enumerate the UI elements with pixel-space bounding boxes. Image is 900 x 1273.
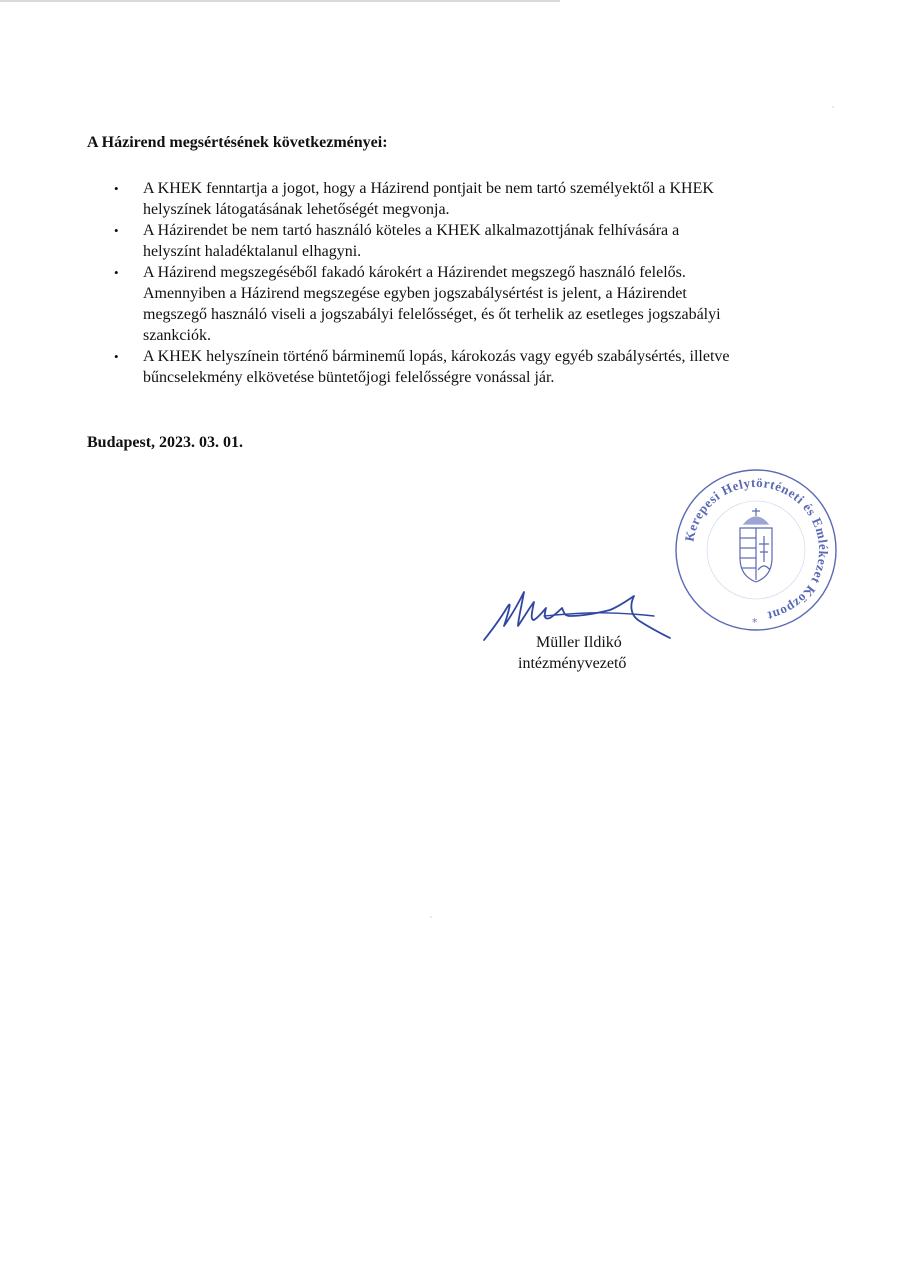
list-item-line: A Házirendet be nem tartó használó köteles a KHEK alkalmazottjának felhívására a: [143, 222, 680, 239]
date-line: Budapest, 2023. 03. 01.: [87, 434, 244, 451]
list-item: [114, 178, 833, 220]
list-item-line: Amennyiben a Házirend megszegése egyben jogszabálysértést is jelent, a Házirendet: [143, 285, 687, 302]
list-item-line: szankciók.: [143, 327, 211, 344]
official-stamp: [672, 466, 840, 634]
list-item: [114, 262, 833, 346]
signer-title: intézményvezető: [518, 655, 627, 672]
list-item-line: megszegő használó viseli a jogszabályi felelősséget, és őt terhelik az esetleges jogszabályi: [143, 306, 721, 323]
list-item-line: A KHEK fenntartja a jogot, hogy a Házirend pontjait be nem tartó személyektől a KHEK: [143, 180, 714, 197]
bullet-icon: •: [114, 223, 119, 238]
stamp-ring-textpath: Kerepesi Helytörténeti és Emlékezet Központ: [681, 474, 832, 624]
coat-of-arms-icon: [740, 508, 772, 582]
consequences-list: [114, 178, 833, 388]
bullet-icon: •: [114, 181, 119, 196]
scan-speck: [430, 916, 432, 918]
signer-name: Müller Ildikó: [536, 634, 622, 651]
bullet-icon: •: [114, 265, 119, 280]
list-item-line: helyszínek látogatásának lehetőségét megvonja.: [143, 201, 450, 218]
list-item-line: bűncselekmény elkövetése büntetőjogi felelősségre vonással jár.: [143, 369, 555, 386]
stamp-star-icon: *: [752, 616, 758, 629]
list-item-line: helyszínt haladéktalanul elhagyni.: [143, 243, 362, 260]
list-item: [114, 220, 833, 262]
list-item: [114, 346, 833, 388]
section-heading: A Házirend megsértésének következményei:: [87, 134, 388, 151]
scan-edge-line: [0, 0, 560, 2]
signature-stroke: [484, 592, 670, 640]
scan-speck: [832, 106, 834, 108]
bullet-icon: •: [114, 349, 119, 364]
list-item-line: A KHEK helyszínein történő bárminemű lopás, károkozás vagy egyéb szabálysértés, illetve: [143, 348, 730, 365]
signature-underline: [544, 613, 654, 616]
list-item-line: A Házirend megszegéséből fakadó károkért a Házirendet megszegő használó felelős.: [143, 264, 686, 281]
